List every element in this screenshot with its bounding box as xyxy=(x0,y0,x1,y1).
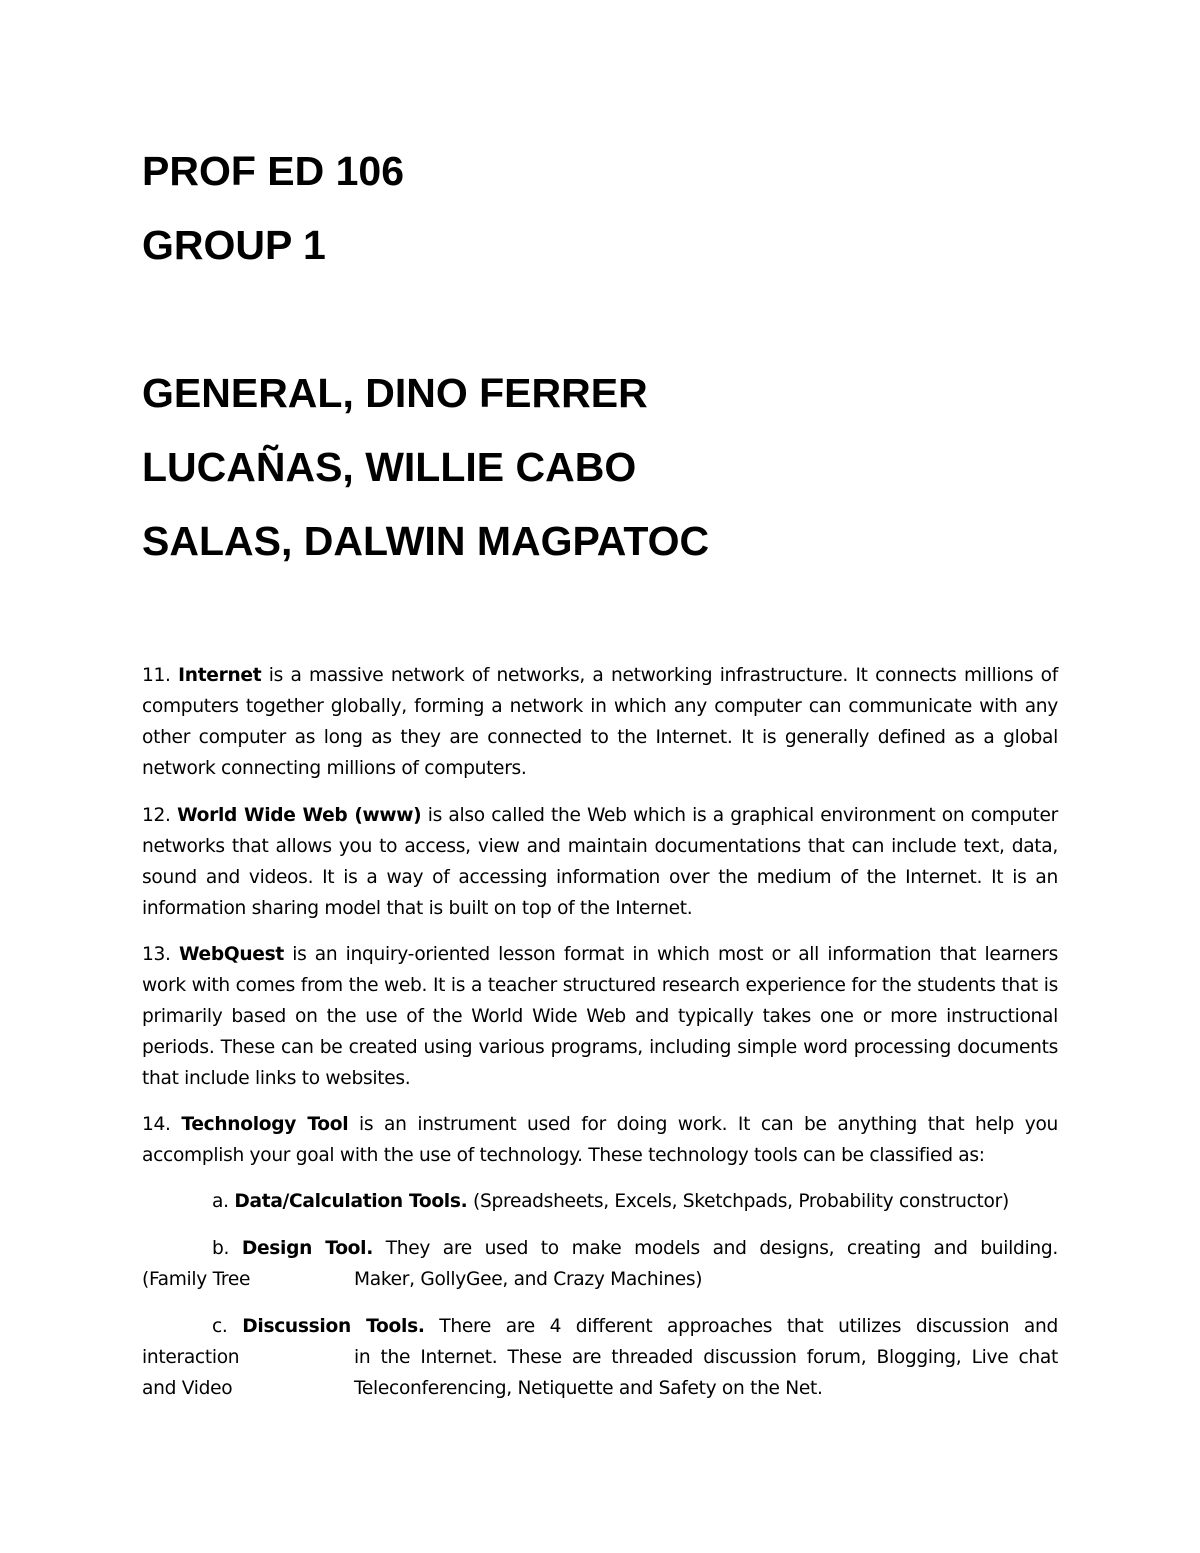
item-text: is an inquiry-oriented lesson format in which most or all information that learners work with comes from the web. It is a teacher structured research experience for the students that is primarily based on the use of the World Wide Web and typically takes one or more instructional periods. These can be created using various programs, including simple word processing documents that include links to websites. xyxy=(142,944,1058,1089)
group-title: GROUP 1 xyxy=(142,222,326,268)
tool-text: (Family Tree xyxy=(142,1269,251,1290)
tool-text: and Video xyxy=(142,1378,233,1399)
tool-term: Discussion Tools. xyxy=(242,1316,425,1337)
tool-text: (Spreadsheets, Excels, Sketchpads, Probability constructor) xyxy=(473,1191,1009,1212)
item-number: 13. xyxy=(142,944,171,965)
tool-term: Data/Calculation Tools. xyxy=(234,1191,468,1212)
course-title: PROF ED 106 xyxy=(142,148,405,194)
tool-item-a xyxy=(142,1186,1058,1217)
item-text: is also called the Web which is a graphical environment on computer networks that allows you to access, view and maintain documentations that can include text, data, sound and videos. It is a way of accessing information over the medium of the Internet. It is an information sharing model that is built on top of the Internet. xyxy=(142,805,1058,919)
item-number: 14. xyxy=(142,1114,171,1135)
tool-line xyxy=(142,1373,1058,1404)
definition-item-14 xyxy=(142,1109,1058,1171)
tool-line xyxy=(142,1264,1058,1295)
tool-text: Teleconferencing, Netiquette and Safety on the Net. xyxy=(354,1378,823,1399)
tool-line xyxy=(142,1233,1058,1264)
item-term: WebQuest xyxy=(178,944,284,965)
item-number: 11. xyxy=(142,665,171,686)
item-text: is a massive network of networks, a networking infrastructure. It connects millions of computers together globally, forming a network in which any computer can communicate with any other computer as long as they are connected to the Internet. It is generally defined as a global network connecting millions of computers. xyxy=(142,665,1058,779)
tool-item-c xyxy=(142,1311,1058,1404)
member-name: GENERAL, DINO FERRER xyxy=(142,370,648,416)
item-term: Internet xyxy=(178,665,262,686)
member-name: LUCAÑAS, WILLIE CABO xyxy=(142,444,637,490)
tool-letter: c. xyxy=(212,1316,228,1337)
tool-text: They are used to make models and designs, creating and building. xyxy=(385,1238,1058,1259)
item-term: Technology Tool xyxy=(181,1114,349,1135)
tool-line xyxy=(142,1311,1058,1342)
tool-letter: b. xyxy=(212,1238,230,1259)
tool-line xyxy=(142,1342,1058,1373)
item-text: is an instrument used for doing work. It can be anything that help you accomplish your goal with the use of technology. These technology tools can be classified as: xyxy=(142,1114,1059,1166)
item-term: World Wide Web (www) xyxy=(177,805,422,826)
tool-term: Design Tool. xyxy=(241,1238,373,1259)
tool-text: in the Internet. These are threaded discussion forum, Blogging, Live chat xyxy=(354,1347,1058,1368)
tool-text: Maker, GollyGee, and Crazy Machines) xyxy=(354,1269,703,1290)
definition-item-13 xyxy=(142,939,1058,1094)
member-name: SALAS, DALWIN MAGPATOC xyxy=(142,518,710,564)
tool-letter: a. xyxy=(212,1191,229,1212)
item-number: 12. xyxy=(142,805,171,826)
definition-item-12 xyxy=(142,800,1058,924)
tool-text: There are 4 different approaches that utilizes discussion and xyxy=(439,1316,1058,1337)
definition-item-11 xyxy=(142,660,1058,784)
tool-text: interaction xyxy=(142,1347,240,1368)
tool-item-b xyxy=(142,1233,1058,1295)
